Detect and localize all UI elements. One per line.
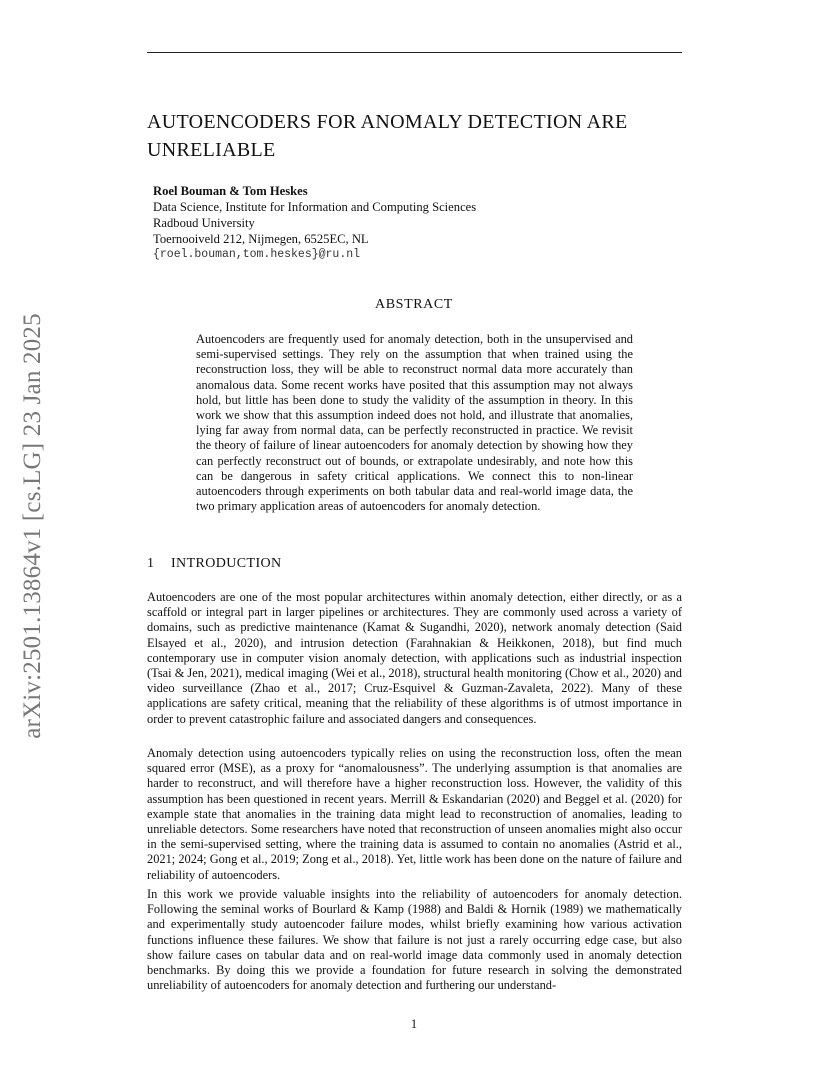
body-paragraph: Autoencoders are one of the most popular architectures within anomaly detection, either directly, or as a scaffold or integral part in larger pipelines or architectures. They are commonly used across a variety of domains, such as predictive maintenance (Kamat & Sugandhi, 2020), network anomaly detection (Said Elsayed et al., 2020), and intrusion detection (Farahnakian & Heikkonen, 2018), but find much contemporary use in computer vision anomaly detection, with applications such as industrial inspection (Tsai & Jen, 2021), medical imaging (Wei et al., 2018), structural health monitoring (Chow et al., 2020) and video surveillance (Zhao et al., 2017; Cruz-Esquivel & Guzman-Zavaleta, 2022). Many of these applications are safety critical, meaning that the reliability of these algorithms is of utmost importance in order to prevent catastrophic failure and associated dangers and consequences. [147,590,682,726]
affiliation-line: Radboud University [153,216,255,230]
top-rule [147,52,682,53]
section-number: 1 [147,556,155,571]
author-block [153,183,653,263]
section-heading [147,556,282,572]
abstract-heading: ABSTRACT [375,297,453,312]
author-names: Roel Bouman & Tom Heskes [153,184,308,198]
body-paragraph: In this work we provide valuable insights into the reliability of autoencoders for anomaly detection. Following the seminal works of Bourlard & Kamp (1988) and Baldi & Hornik (1989) we mathematically and experimentally study autoencoder failure modes, whilst briefly examining how various activation functions influence these failures. We show that failure is not just a rarely occurring edge case, but also show failure cases on tabular data and on real-world image data commonly used in anomaly detection benchmarks. By doing this we provide a foundation for future research in solving the demonstrated unreliability of autoencoders for anomaly detection and furthering our understand- [147,887,682,993]
section-title: INTRODUCTION [171,556,282,571]
page-number: 1 [410,1017,418,1031]
author-email: {roel.bouman,tom.heskes}@ru.nl [153,248,361,261]
arxiv-identifier: arXiv:2501.13864v1 [cs.LG] 23 Jan 2025 [19,313,46,739]
affiliation-line: Toernooiveld 212, Nijmegen, 6525EC, NL [153,232,369,246]
body-paragraph: Anomaly detection using autoencoders typically relies on using the reconstruction loss, often the mean squared error (MSE), as a proxy for “anomalousness”. The underlying assumption is that anomalies are harder to reconstruct, and will therefore have a higher reconstruction loss. However, the validity of this assumption has been questioned in recent years. Merrill & Eskandarian (2020) and Beggel et al. (2020) for example state that anomalies in the training data might lead to reconstruction of anomalies, leading to unreliable detectors. Some researchers have noted that reconstruction of unseen anomalies might also occur in the semi-supervised setting, where the training data is assumed to contain no anomalies (Astrid et al., 2021; 2024; Gong et al., 2019; Zong et al., 2018). Yet, little work has been done on the nature of failure and reliability of autoencoders. [147,746,682,882]
paper-title: AUTOENCODERS FOR ANOMALY DETECTION ARE UNRELIABLE [147,111,628,161]
abstract-text: Autoencoders are frequently used for anomaly detection, both in the unsupervised and semi-supervised settings. They rely on the assumption that when trained using the reconstruction loss, they will be able to reconstruct normal data more accurately than anomalous data. Some recent works have posited that this assumption may not always hold, but little has been done to study the validity of the assumption in theory. In this work we show that this assumption indeed does not hold, and illustrate that anomalies, lying far away from normal data, can be perfectly reconstructed in practice. We revisit the theory of failure of linear autoencoders for anomaly detection by showing how they can perfectly reconstruct out of bounds, or extrapolate undesirably, and note how this can be dangerous in safety critical applications. We connect this to non-linear autoencoders through experiments on both tabular data and real-world image data, the two primary application areas of autoencoders for anomaly detection. [196,332,633,514]
affiliation-line: Data Science, Institute for Information and Computing Sciences [153,200,477,214]
arxiv-sidebar [16,295,50,757]
